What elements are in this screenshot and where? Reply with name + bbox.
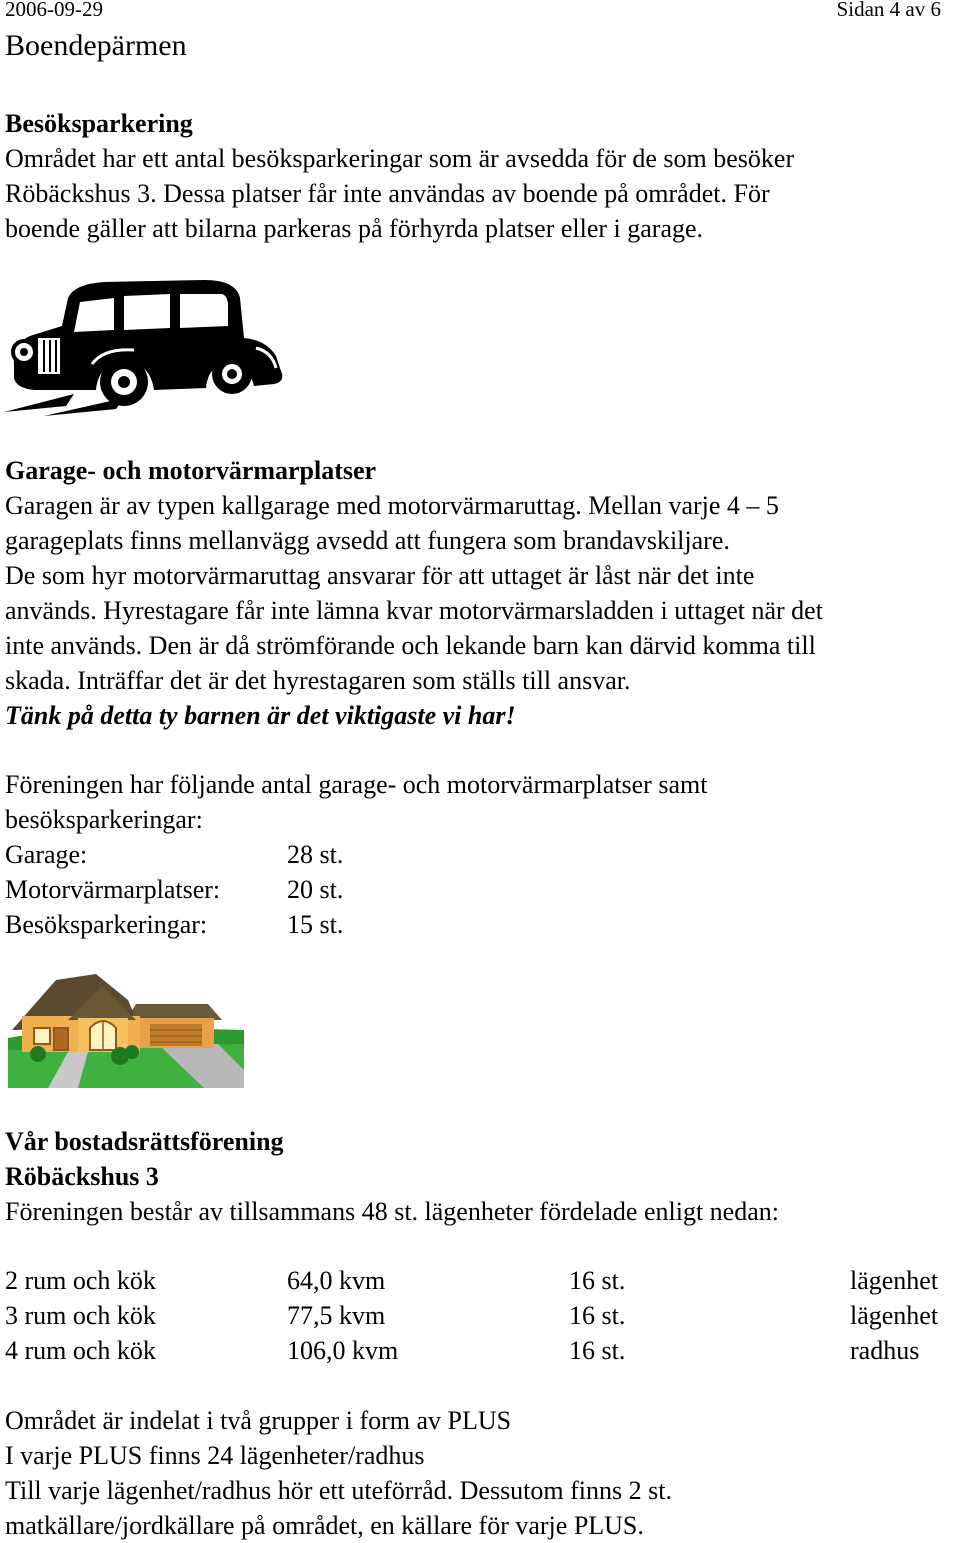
count-value-garage: 28 st. xyxy=(287,840,344,869)
paragraph-line: Området är indelat i två grupper i form av PLUS xyxy=(5,1406,512,1435)
apartment-type: radhus xyxy=(850,1336,920,1365)
paragraph-line: används. Hyrestagare får inte lämna kvar motorvärmarsladden i uttaget när det xyxy=(5,596,823,625)
apartment-count: 16 st. xyxy=(569,1266,626,1295)
paragraph-line: De som hyr motorvärmaruttag ansvarar för att uttaget är låst när det inte xyxy=(5,561,755,590)
section-heading-besok: Besöksparkering xyxy=(5,109,193,138)
document-title: Boendepärmen xyxy=(5,29,187,62)
paragraph-line: garageplats finns mellanvägg avsedd att fungera som brandavskiljare. xyxy=(5,526,730,555)
apartment-area: 64,0 kvm xyxy=(287,1266,386,1295)
section-subheading: Röbäckshus 3 xyxy=(5,1162,159,1191)
emphasis-line: Tänk på detta ty barnen är det viktigaste vi har! xyxy=(5,701,516,730)
paragraph-line: Området har ett antal besöksparkeringar som är avsedda för de som besöker xyxy=(5,144,795,173)
apartment-count: 16 st. xyxy=(569,1336,626,1365)
paragraph-line: inte används. Den är då strömförande och lekande barn kan därvid komma till xyxy=(5,631,816,660)
apartment-count: 16 st. xyxy=(569,1301,626,1330)
apartment-rooms: 3 rum och kök xyxy=(5,1301,156,1330)
apartment-rooms: 2 rum och kök xyxy=(5,1266,156,1295)
paragraph-line: Garagen är av typen kallgarage med motorvärmaruttag. Mellan varje 4 – 5 xyxy=(5,491,779,520)
paragraph-line: Till varje lägenhet/radhus hör ett uteförråd. Dessutom finns 2 st. xyxy=(5,1476,672,1505)
section-heading-forening: Vår bostadsrättsförening xyxy=(5,1127,284,1156)
house-clipart xyxy=(8,970,246,1088)
paragraph-line: Föreningen har följande antal garage- och motorvärmarplatser samt xyxy=(5,770,708,799)
section-heading-garage: Garage- och motorvärmarplatser xyxy=(5,456,377,485)
paragraph-line: Föreningen består av tillsammans 48 st. lägenheter fördelade enligt nedan: xyxy=(5,1197,779,1226)
vintage-car-clipart xyxy=(4,278,286,418)
apartment-area: 77,5 kvm xyxy=(287,1301,386,1330)
count-label-motorvarmare: Motorvärmarplatser: xyxy=(5,875,221,904)
paragraph-line: boende gäller att bilarna parkeras på förhyrda platser eller i garage. xyxy=(5,214,704,243)
count-label-besok: Besöksparkeringar: xyxy=(5,910,208,939)
paragraph-line: Röbäckshus 3. Dessa platser får inte användas av boende på området. För xyxy=(5,179,770,208)
apartment-area: 106,0 kvm xyxy=(287,1336,399,1365)
document-date: 2006-09-29 xyxy=(5,0,103,21)
paragraph-line: matkällare/jordkällare på området, en källare för varje PLUS. xyxy=(5,1511,644,1540)
paragraph-line: skada. Inträffar det är det hyrestagaren som ställs till ansvar. xyxy=(5,666,631,695)
apartment-rooms: 4 rum och kök xyxy=(5,1336,156,1365)
count-value-besok: 15 st. xyxy=(287,910,344,939)
count-label-garage: Garage: xyxy=(5,840,88,869)
count-value-motorvarmare: 20 st. xyxy=(287,875,344,904)
paragraph-line: I varje PLUS finns 24 lägenheter/radhus xyxy=(5,1441,425,1470)
paragraph-line: besöksparkeringar: xyxy=(5,805,203,834)
apartment-type: lägenhet xyxy=(850,1301,939,1330)
page-number: Sidan 4 av 6 xyxy=(836,0,941,21)
apartment-type: lägenhet xyxy=(850,1266,939,1295)
